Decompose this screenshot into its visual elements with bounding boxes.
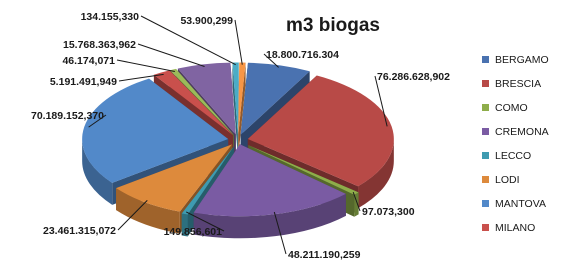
legend-label-brescia: BRESCIA: [495, 78, 542, 90]
leader-line-11: [235, 20, 242, 65]
legend-label-bergamo: BERGAMO: [495, 54, 549, 66]
data-label-10: 134.155,330: [80, 11, 139, 23]
legend-label-cremona: CREMONA: [495, 126, 549, 138]
data-label-8: 46.174,071: [62, 55, 115, 67]
legend-label-como: COMO: [495, 102, 528, 114]
data-label-9: 15.768.363,962: [63, 39, 136, 51]
data-label-1: 76.286.628,902: [377, 71, 450, 83]
legend-swatch-mantova: [482, 200, 489, 207]
leader-line-8: [117, 60, 175, 72]
data-label-7: 5.191.491,949: [49, 76, 117, 88]
legend-label-mantova: MANTOVA: [495, 198, 546, 210]
data-label-0: 18.800.716.304: [266, 49, 339, 61]
legend-label-lodi: LODI: [495, 174, 520, 186]
data-label-3: 48.211.190,259: [288, 249, 361, 261]
chart-title: m3 biogas: [286, 15, 380, 36]
pie-slices: [82, 63, 394, 239]
data-label-6: 70.189.152,370: [31, 110, 104, 122]
legend: [482, 54, 549, 234]
data-label-2: 97.073,300: [362, 206, 415, 218]
data-label-5: 23.461.315,072: [43, 225, 116, 237]
legend-swatch-lecco: [482, 152, 489, 159]
legend-swatch-bergamo: [482, 56, 489, 63]
legend-label-milano: MILANO: [495, 222, 536, 234]
legend-swatch-como: [482, 104, 489, 111]
legend-swatch-lodi: [482, 176, 489, 183]
legend-label-lecco: LECCO: [495, 150, 532, 162]
leader-line-9: [138, 44, 205, 67]
legend-swatch-milano: [482, 224, 489, 231]
legend-swatch-cremona: [482, 128, 489, 135]
legend-swatch-brescia: [482, 80, 489, 87]
data-label-11: 53.900,299: [180, 15, 233, 27]
data-label-4: 149.856,601: [163, 226, 222, 238]
